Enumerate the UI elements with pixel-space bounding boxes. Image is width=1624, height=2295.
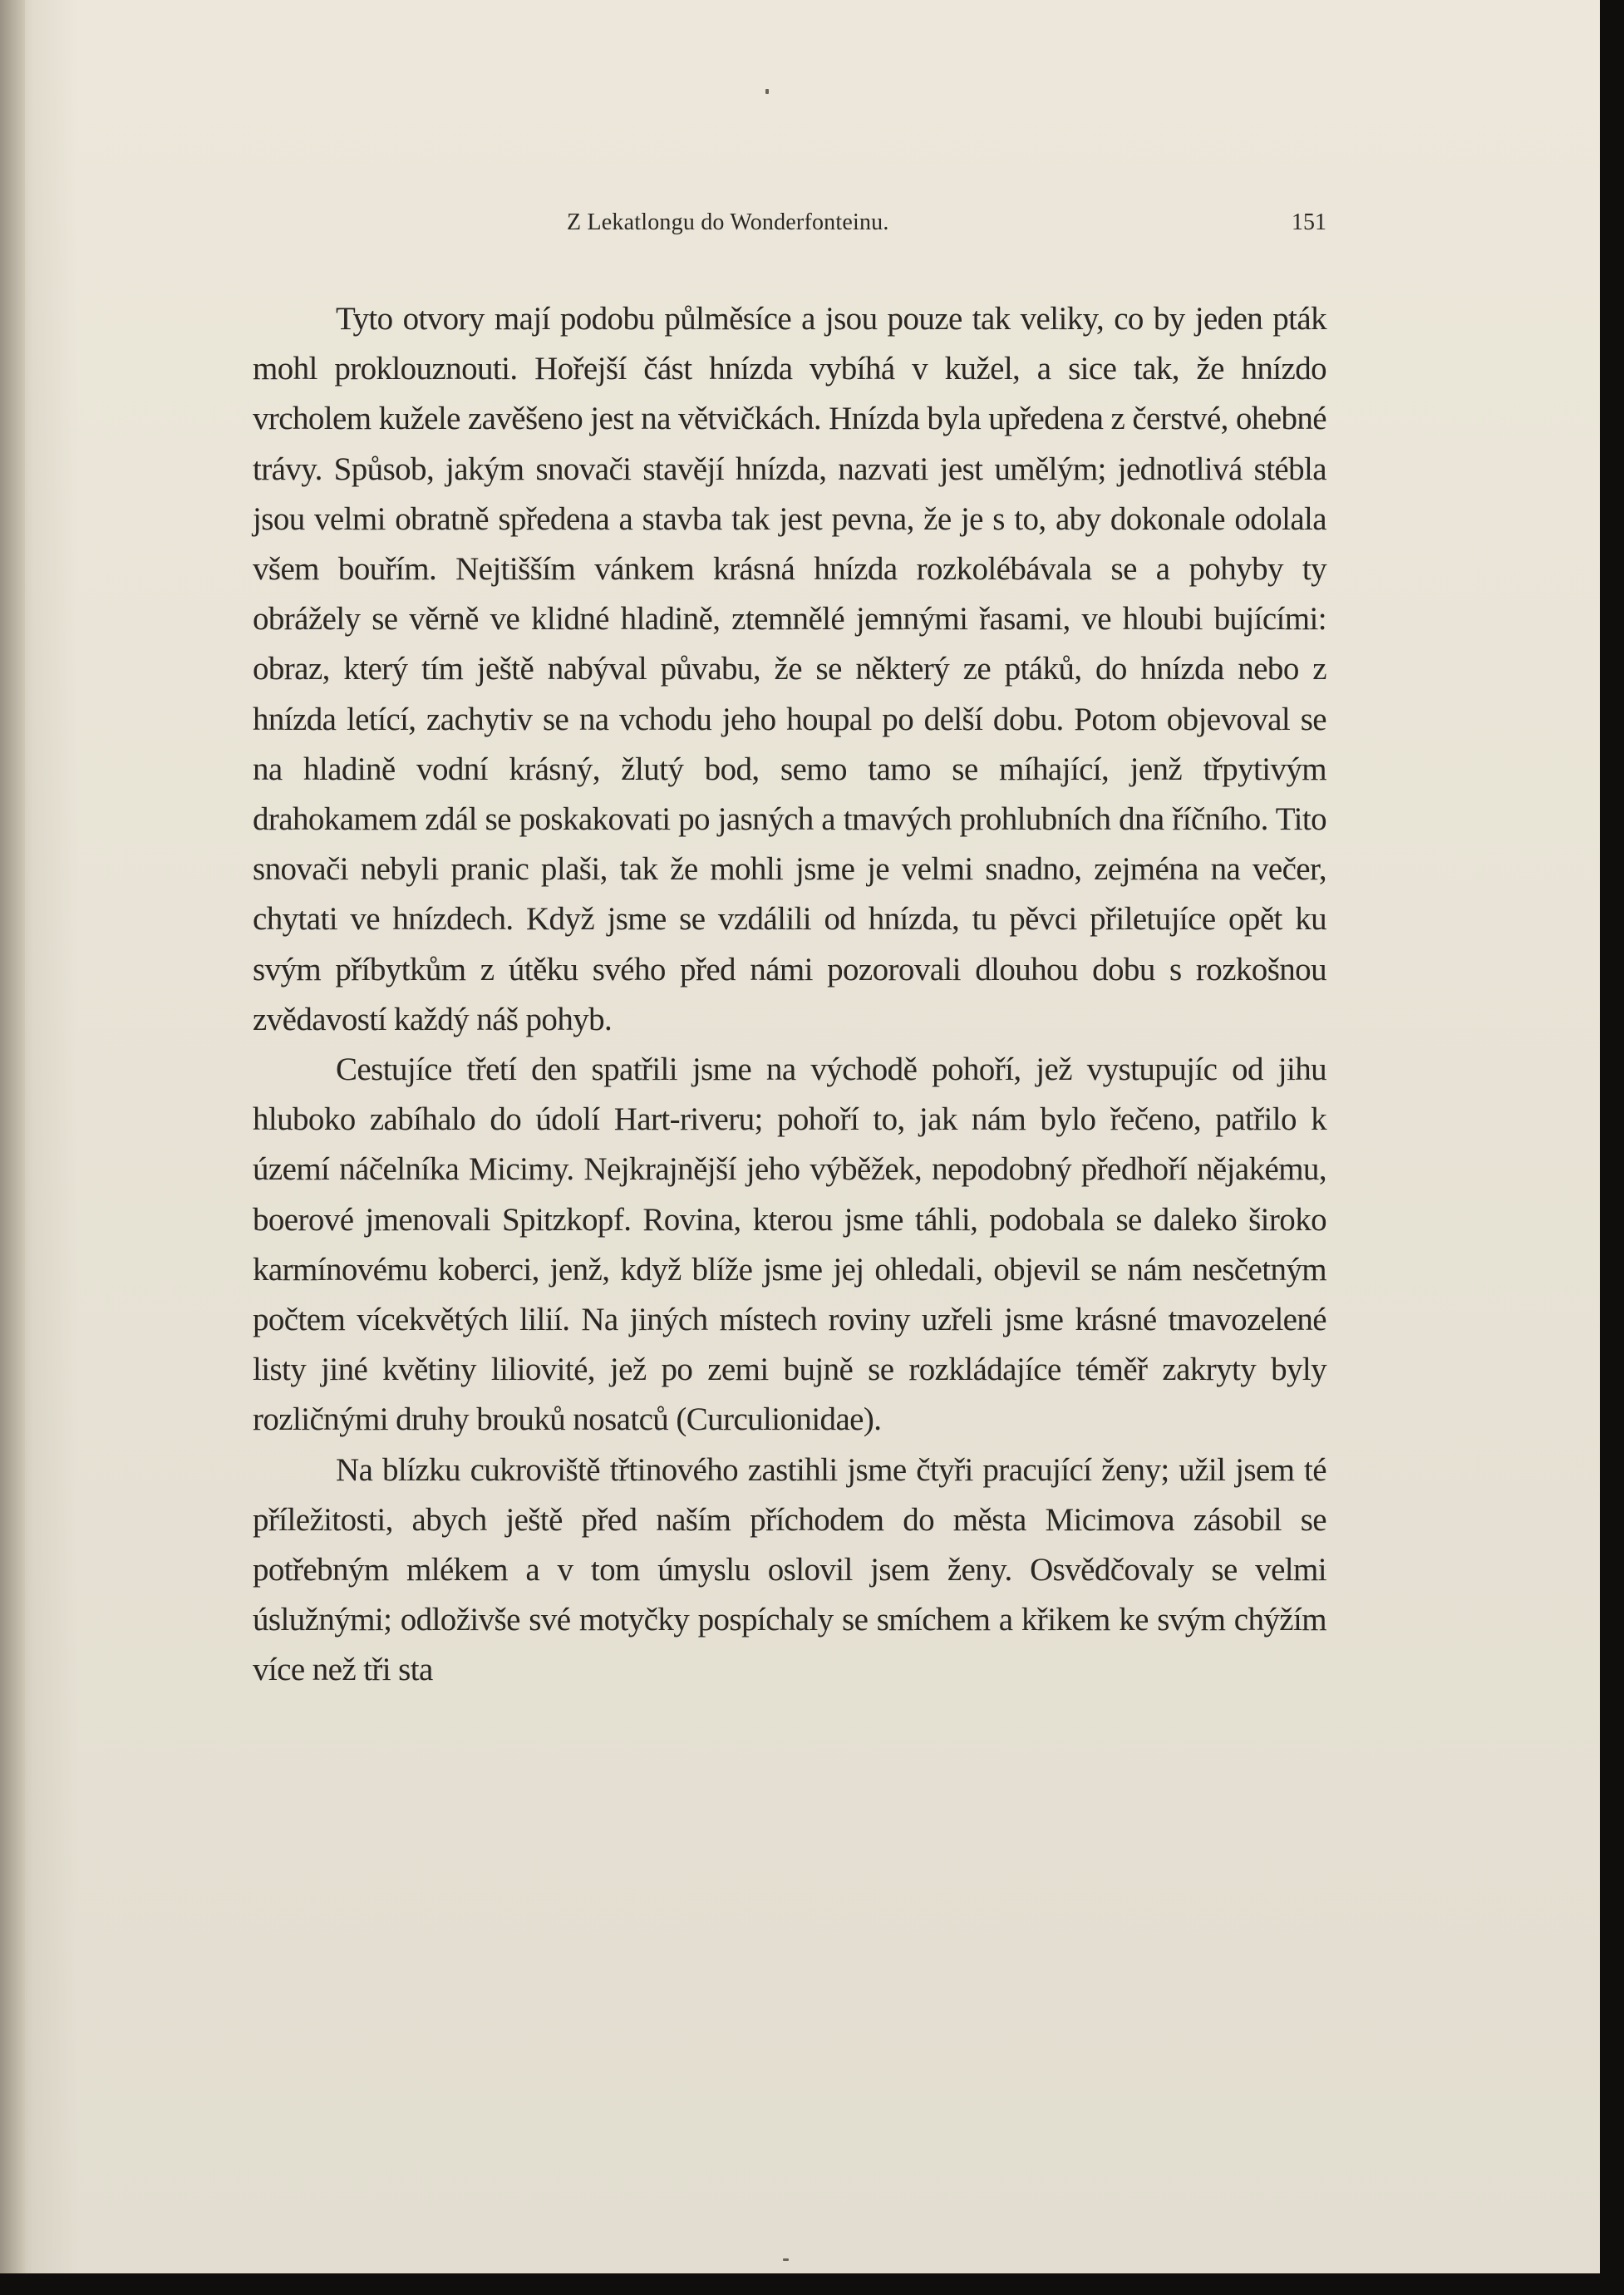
paragraph: Cestujíce třetí den spatřili jsme na východě pohoří, jež vystupujíc od jihu hluboko zabíhalo do údolí Hart-riveru; pohoří to, jak nám bylo řečeno, patřilo k území náčelníka Micimy. Nejkrajnější jeho výběžek, nepodobný předhoří nějakému, boerové jmenovali Spitzkopf. Rovina, kterou jsme táhli, podobala se daleko široko karmínovému koberci, jenž, když blíže jsme jej ohledali, objevil se nám nesčetným počtem vícekvětých lilií. Na jiných místech roviny uzřeli jsme krásné tmavozelené listy jiné květiny liliovité, jež po zemi bujně se rozkládajíce téměř zakryty byly rozličnými druhy brouků nosatců (Curculionidae).	[253, 1051, 1326, 1438]
page-header	[253, 209, 1326, 243]
body-text	[253, 294, 1326, 1696]
paragraph: Tyto otvory mají podobu půlměsíce a jsou pouze tak veliky, co by jeden pták mohl proklouznouti. Hořejší část hnízda vybíhá v kužel, a sice tak, že hnízdo vrcholem kužele zavěšeno jest na větvičkách. Hnízda byla upředena z čerstvé, ohebné trávy. Spůsob, jakým snovači stavějí hnízda, nazvati jest umělým; jednotlivá stébla jsou velmi obratně spředena a stavba tak jest pevna, že je s to, aby dokonale odolala všem bouřím. Nejtišším vánkem krásná hnízda rozkolébávala se a pohyby ty obrážely se věrně ve klidné hladině, ztemnělé jemnými řasami, ve hloubi bujícími: obraz, který tím ještě nabýval půvabu, že se některý ze ptáků, do hnízda nebo z hnízda letící, zachytiv se na vchodu jeho houpal po delší dobu. Potom objevoval se na hladině vodní krásný, žlutý bod, semo tamo se míhající, jenž třpytivým drahokamem zdál se poskakovati po jasných a tmavých prohlubních dna říčního. Tito snovači nebyli pranic plaši, tak že mohli jsme je velmi snadno, zejména na večer, chytati ve hnízdech. Když jsme se vzdálili od hnízda, tu pěvci přiletujíce opět ku svým příbytkům z útěku svého před námi pozorovali dlouhou dobu s rozkošnou zvědavostí každý náš pohyb.	[253, 301, 1326, 1037]
ink-speck	[765, 89, 769, 94]
running-title: Z Lekatlongu do Wonderfonteinu.	[567, 209, 889, 235]
ink-speck	[783, 2258, 789, 2261]
page-gutter	[0, 0, 25, 2273]
paragraph: Na blízku cukroviště třtinového zastihli jsme čtyři pracující ženy; užil jsem té příležitosti, abych ještě před naším příchodem do města Micimova zásobil se potřebným mlékem a v tom úmyslu oslovil jsem ženy. Osvědčovaly se velmi úslužnými; odloživše své motyčky pospíchaly se smíchem a křikem ke svým chýžím více než tři sta	[253, 1451, 1326, 1688]
page-number: 151	[1292, 209, 1326, 235]
